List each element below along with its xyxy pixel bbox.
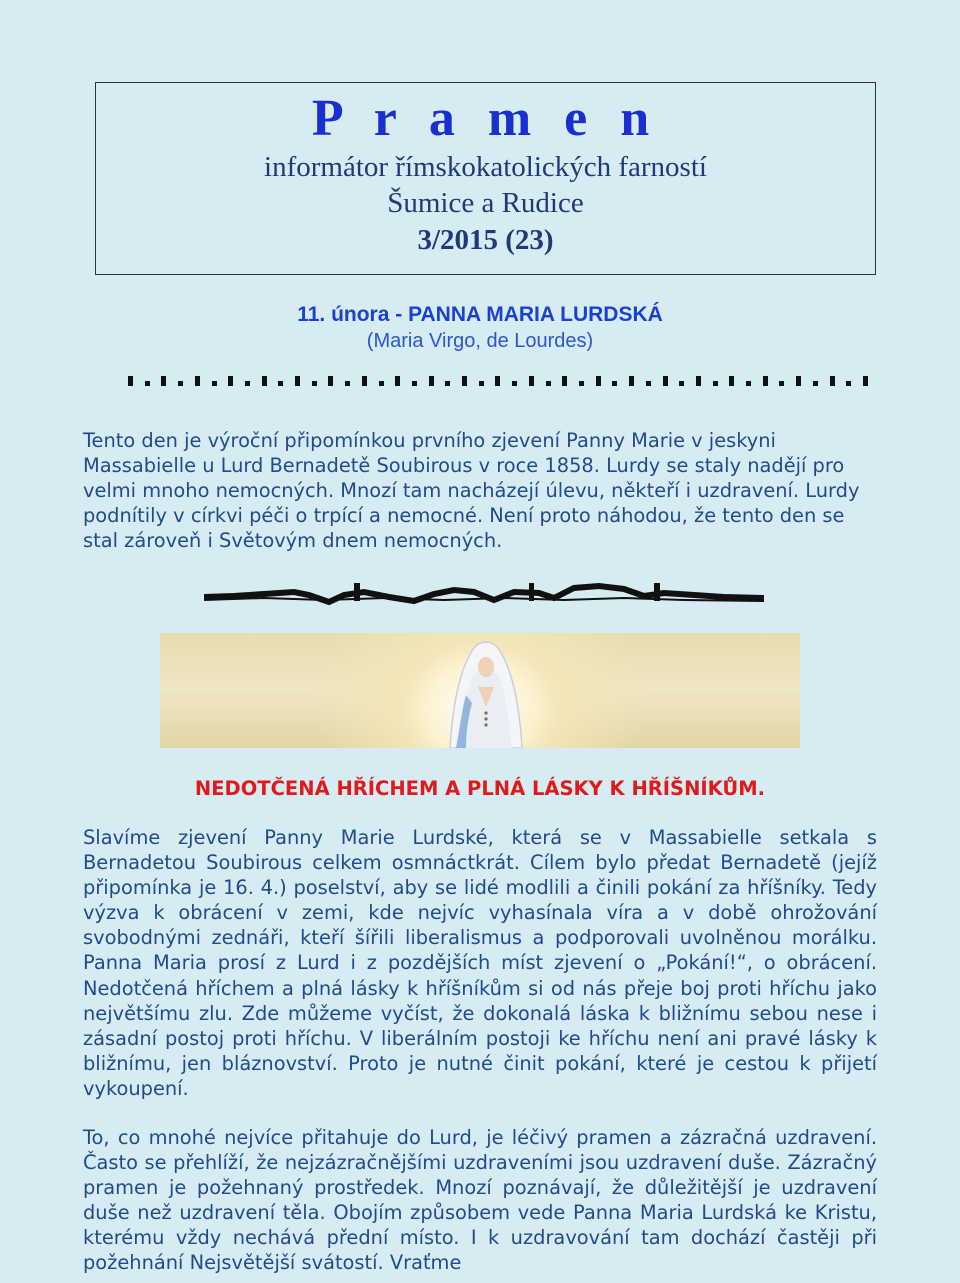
masthead-box — [95, 82, 876, 275]
parish-names: Šumice a Rudice — [387, 187, 584, 219]
section-heading: NEDOTČENÁ HŘÍCHEM A PLNÁ LÁSKY K HŘÍŠNÍKŮM. — [194, 777, 766, 800]
virgin-mary-lourdes-image — [160, 633, 800, 748]
dotted-divider — [128, 374, 868, 386]
wave-divider — [204, 580, 764, 606]
feast-title: 11. února - PANNA MARIA LURDSKÁ — [297, 303, 663, 326]
body-paragraph-healing-spring: To, co mnohé nejvíce přitahuje do Lurd, je léčivý pramen a zázračná uzdravení. Často se přehlíží, že nejzázračnějšími uzdraveními jsou uzdravení duše. Zázračný pramen je požehnaný prostředek. Mnozí poznávají, že důležitější je uzdravení duše než uzdravení těla. Obojím způsobem vede Panna Maria Lurdská ke Kristu, kterému vždy nechává přední místo. I k uzdravování tam dochází častěji při požehnání Nejsvětější svátostí. Vraťme — [83, 1126, 877, 1275]
body-paragraph-apparitions: Slavíme zjevení Panny Marie Lurdské, která se v Massabielle setkala s Bernadetou Soubirous celkem osmnáctkrát. Cílem bylo předat Bernadetě (jejíž připomínka je 16. 4.) poselství, aby se lidé modlili a činili pokání za hříšníky. Tedy výzva k obrácení v zemi, kde nejvíc vyhasínala víra a v době ohrožování svobodnými zednáři, kteří šířili liberalismus a podporovali uvolněnou morálku. Panna Maria prosí z Lurd i z pozdějších míst zjevení o „Pokání!“, o obrácení. Nedotčená hříchem a plná lásky k hříšníkům si od nás přeje boj proti hříchu jako největšímu zlu. Zde můžeme vyčíst, že dokonalá láska k bližnímu sebou nese i zásadní postoj proti hříchu. V liberálním postoji ke hříchu není ani pravé lásky k bližnímu, jen bláznovství. Proto je nutné činit pokání, které je cestou k přijetí vykoupení. — [83, 826, 877, 1100]
intro-paragraph: Tento den je výroční připomínkou prvního zjevení Panny Marie v jeskyni Massabielle u Lurd Bernadetě Soubirous v roce 1858. Lurdy se staly nadějí pro velmi mnoho nemocných. Mnozí tam nacházejí úlevu, někteří i uzdravení. Lurdy podnítily v církvi péči o trpící a nemocné. Není proto náhodou, že tento den se stal zároveň i Světovým dnem nemocných. — [83, 429, 860, 553]
issue-number: 3/2015 (23) — [417, 224, 554, 256]
newsletter-title: P r a m e n — [311, 90, 660, 147]
mary-figure-graphic — [160, 633, 800, 748]
newsletter-subtitle: informátor římskokatolických farností — [264, 151, 707, 183]
feast-latin-name: (Maria Virgo, de Lourdes) — [366, 330, 594, 352]
